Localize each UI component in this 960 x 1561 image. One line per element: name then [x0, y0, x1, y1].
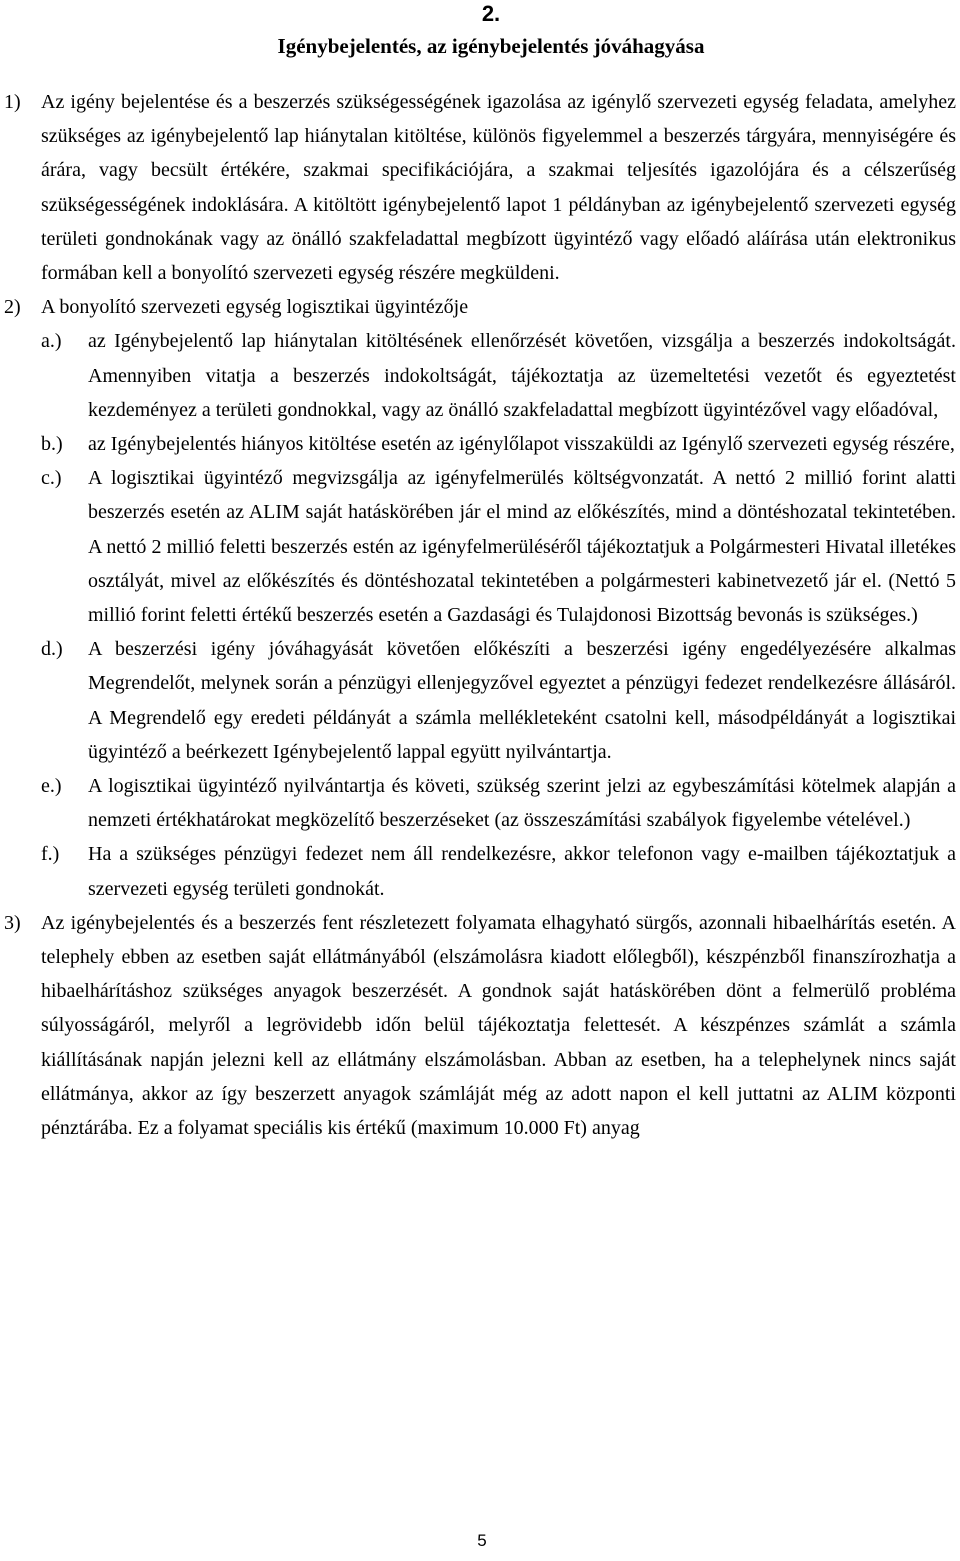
list-item-2	[4, 290, 956, 324]
item-number: 3)	[4, 911, 21, 934]
sub-item-f	[41, 837, 956, 905]
sub-item-text: A logisztikai ügyintéző nyilvántartja és követi, szükség szerint jelzi az egybeszámítási kötelmek alapján a nemzeti értékhatárokat megközelítő beszerzéseket (az összeszámítási szabályok figyelembe vételével.)	[88, 775, 956, 832]
document-body	[4, 85, 956, 1145]
sub-item-text: Ha a szükséges pénzügyi fedezet nem áll rendelkezésre, akkor telefonon vagy e-mailben tájékoztatjuk a szervezeti egység területi gondnokát.	[88, 843, 956, 900]
sub-item-b	[41, 427, 956, 461]
sub-item-text: az Igénybejelentés hiányos kitöltése esetén az igénylőlapot visszaküldi az Igénylő szervezeti egység részére,	[88, 433, 955, 456]
item-number: 1)	[4, 91, 21, 113]
sub-item-c	[41, 461, 956, 632]
sub-item-text: az Igénybejelentő lap hiánytalan kitöltésének ellenőrzését követően, vizsgálja a beszerzés indokoltságát. Amennyiben vitatja a beszerzés indokoltságát, tájékoztatja az üzemeltetési vezetőt és egyeztetést kezdeményez a területi gondnokkal, vagy az önálló szakfeladattal megbízott ügyintézővel vagy előadóval,	[88, 330, 956, 421]
list-item-3	[4, 906, 956, 1145]
sub-item-text: A beszerzési igény jóváhagyását követően előkészíti a beszerzési igény engedélyezésére alkalmas Megrendelőt, melynek során a pénzügyi ellenjegyzővel egyeztet a pénzügyi fedezet rendelkezésre állásáról. A Megrendelő egy eredeti példányát a számla mellékleteként csatolni kell, másodpéldányát a logisztikai ügyintéző a beérkezett Igénybejelentő lappal együtt nyilvántartja.	[88, 638, 956, 763]
section-number: 2.	[481, 1, 501, 26]
sub-item-number: d.)	[41, 638, 63, 661]
sub-item-a	[41, 324, 956, 427]
sub-item-number: b.)	[41, 433, 63, 456]
sub-item-e	[41, 769, 956, 837]
sub-item-number: f.)	[41, 843, 60, 866]
sub-item-number: c.)	[41, 467, 62, 490]
sub-item-d	[41, 632, 956, 769]
sub-item-number: a.)	[41, 330, 62, 353]
item-number: 2)	[4, 296, 21, 319]
item-text: Az igénybejelentés és a beszerzés fent részletezett folyamata elhagyható sürgős, azonnali hibaelhárítás esetén. A telephely ebben az esetben saját ellátmányából (elszámolásra kiadott előlegből), készpénzből finanszírozhatja a hibaelhárításhoz szükséges anyagok beszerzését. A gondnok saját hatáskörében dönt a felmerülő probléma súlyosságáról, melyről a legrövidebb időn belül tájékoztatja felettesét. A készpénzes számlát a számla kiállításának napján jelezni kell az ellátmány elszámolásban. Abban az esetben, ha a telephelynek nincs saját ellátmánya, akkor az így beszerzett anyagok számláját még az adott napon el kell juttatni az ALIM központi pénztárába. Ez a folyamat speciális kis értékű (maximum 10.000 Ft) anyag	[41, 911, 956, 1140]
item-text: Az igény bejelentése és a beszerzés szükségességének igazolása az igénylő szervezeti egység feladata, amelyhez szükséges az igénybejelentő lap hiánytalan kitöltése, különös figyelemmel a beszerzés tárgyára, mennyiségére és árára, vagy becsült értékére, szakmai specifikációjára, a szakmai teljesítés igazolójára és a célszerűség szükségességének indoklására. A kitöltött igénybejelentő lapot 1 példányban az igénybejelentő szervezeti egység területi gondnokának vagy az önálló szakfeladattal megbízott ügyintéző vagy előadó aláírása után elektronikus formában kell a bonyolító szervezeti egység részére megküldeni.	[41, 91, 956, 285]
list-item-1	[4, 85, 956, 290]
page-title: Igénybejelentés, az igénybejelentés jóváhagyása	[277, 34, 705, 58]
page-number: 5	[477, 1531, 487, 1550]
sub-item-text: A logisztikai ügyintéző megvizsgálja az igényfelmerülés költségvonzatát. A nettó 2 millió forint alatti beszerzés esetén az ALIM saját hatáskörében jár el mind az előkészítés, mind a döntéshozatal tekintetében. A nettó 2 millió feletti beszerzés estén az igényfelmerüléséről tájékoztatjuk a Polgármesteri Hivatal illetékes osztályát, mivel az előkészítés és döntéshozatal tekintetében a polgármesteri kabinetvezető jár el. (Nettó 5 millió forint feletti értékű beszerzés esetén a Gazdasági és Tulajdonosi Bizottság bevonás is szükséges.)	[88, 467, 956, 627]
sub-item-number: e.)	[41, 775, 62, 798]
item-text: A bonyolító szervezeti egység logisztikai ügyintézője	[41, 296, 469, 319]
